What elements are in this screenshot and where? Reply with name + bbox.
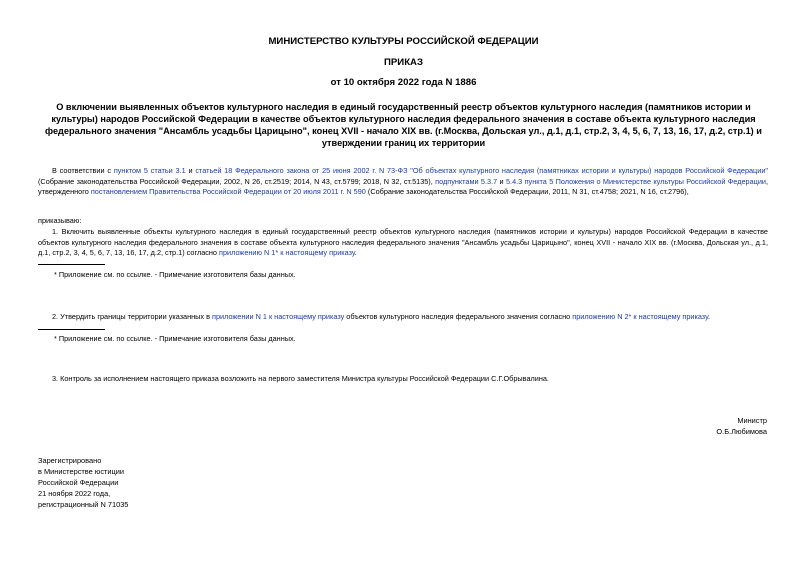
regulation-link[interactable]: 5.4.3 пункта 5 Положения о Министерстве культуры Российской Федерации — [506, 176, 766, 186]
registration-line: Российской Федерации — [38, 478, 119, 487]
item-3-text: 3. Контроль за исполнением настоящего приказа возложить на первого заместителя Министра культуры Российской Федерации С.Г.Обрывалина. — [52, 374, 549, 383]
footnote-divider — [38, 329, 105, 330]
subclause-link[interactable]: подпунктами 5.3.7 — [435, 176, 498, 186]
document-title: О включении выявленных объектов культурного наследия в единый государственный реестр объектов культурного наследия (памятников истории и культуры) народов Российской Федерации в качестве объектов культурного наследия федерального значения в составе объекта культурного наследия федерального значения "Ансамбль усадьбы Царицыно", конец XVII - начало XIX вв. (г.Москва, Дольская ул., д.1, д.1, стр.2, 3, 4, 5, 6, 7, 13, 16, 17, д.2, стр.1) и утверждении границ их территории — [45, 102, 762, 148]
signatory-name: О.Б.Любимова — [716, 427, 767, 436]
preamble-text: (Собрание законодательства Российской Федерации, 2002, N 26, ст.2519; 2014, N 43, ст.5799; 2018, N 32, ст.5135), — [38, 176, 436, 186]
appendix-1-link[interactable]: приложению N 1* к настоящему приказу — [219, 248, 355, 257]
signatory-position: Министр — [737, 416, 767, 425]
federal-law-link[interactable]: статьей 18 Федерального закона от 25 июня 2002 г. N 73-ФЗ "Об объектах культурного наследия (памятниках истории и культуры) народов Российской Федерации" — [195, 166, 768, 175]
document-date-number: от 10 октября 2022 года N 1886 — [330, 77, 477, 88]
item-1-text: 1. Включить выявленные объекты культурного наследия в единый государственный реестр объектов культурного наследия (памятников истории и культуры) народов Российской Федерации в качестве объектов культурного наследия федерального значения в составе объекта культурного наследия федерального значения "Ансамбль усадьбы Царицыно", конец XVII - начало XIX вв. (г.Москва, Дольская ул., д.1, д.1, стр.2, 3, 4, 5, 6, 7, 13, 16, 17, д.2, стр.1) согласно — [38, 227, 768, 257]
registration-line: Зарегистрировано — [38, 456, 102, 465]
item-1-end: . — [354, 248, 357, 257]
law-article-link[interactable]: пунктом 5 статьи 3.1 — [113, 166, 186, 175]
item-2-text: объектов культурного наследия федерального значения согласно — [344, 312, 573, 321]
item-2-text: 2. Утвердить границы территории указанных в — [52, 312, 213, 321]
document-type: ПРИКАЗ — [384, 57, 423, 68]
registration-date: 21 ноября 2022 года, — [38, 489, 111, 498]
item-3-paragraph — [38, 374, 768, 385]
footnote-2: * Приложение см. по ссылке. - Примечание изготовителя базы данных. — [54, 334, 296, 343]
preamble-text: (Собрание законодательства Российской Федерации, 2011, N 31, ст.4758; 2021, N 16, ст.2796), — [365, 187, 689, 196]
item-2-paragraph — [38, 312, 768, 323]
footnote-divider — [38, 264, 105, 265]
item-2-end: . — [708, 312, 711, 321]
preamble-text: и — [185, 166, 196, 175]
registration-line: в Министерстве юстиции — [38, 467, 125, 476]
ministry-heading: МИНИСТЕРСТВО КУЛЬТУРЫ РОССИЙСКОЙ ФЕДЕРАЦИИ — [268, 36, 539, 47]
registration-number: регистрационный N 71035 — [38, 500, 129, 509]
order-word: приказываю: — [38, 216, 82, 225]
signature-block — [716, 415, 767, 437]
government-decree-link[interactable]: постановлением Правительства Российской Федерации от 20 июля 2011 г. N 590 — [90, 187, 366, 196]
preamble-paragraph — [38, 166, 768, 198]
appendix-1-link[interactable]: приложении N 1 к настоящему приказу — [212, 312, 345, 321]
preamble-text: , утвержденного — [38, 176, 769, 196]
footnote-1: * Приложение см. по ссылке. - Примечание изготовителя базы данных. — [54, 270, 296, 279]
preamble-text: В соответствии с — [52, 166, 114, 175]
appendix-2-link[interactable]: приложению N 2* к настоящему приказу — [572, 312, 708, 321]
registration-block — [38, 455, 128, 510]
preamble-text: и — [497, 176, 506, 186]
item-1-paragraph — [38, 227, 768, 259]
